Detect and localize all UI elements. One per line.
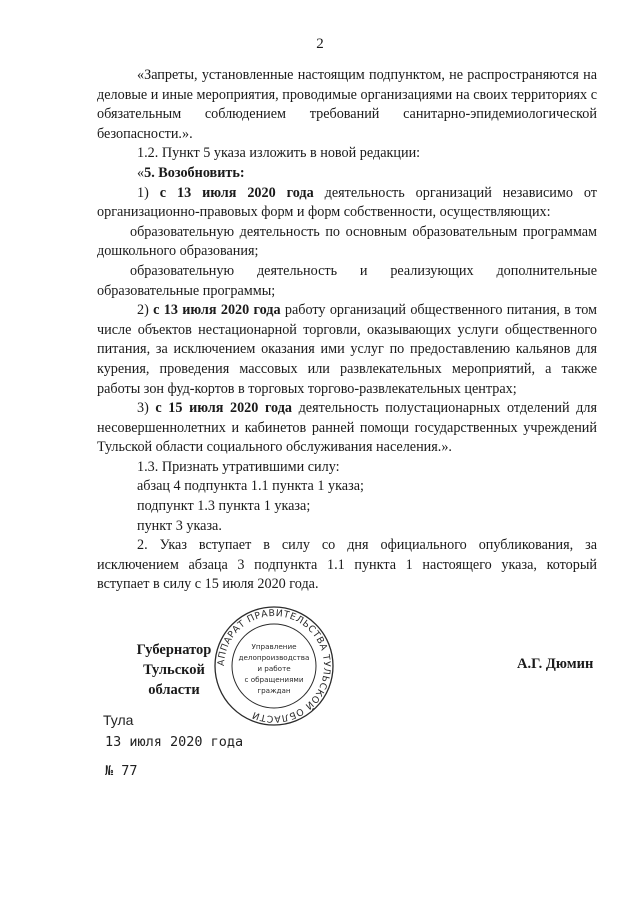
bold-text: с 15 июля 2020 года	[155, 400, 292, 417]
paragraph	[97, 223, 597, 262]
bold-text: с 13 июля 2020 года	[153, 302, 281, 319]
paragraph-text: «	[137, 164, 145, 181]
paragraph-text: деятельность полустационарных отделений для несовершеннолетних и кабинетов ранней помощи государственных учреждений Тульской области социального обслуживания населения.».	[97, 400, 597, 456]
paragraph	[97, 66, 597, 144]
paragraph-text: образовательную деятельность и реализующих дополнительные образовательные программы;	[97, 262, 597, 299]
paragraph-text: «Запреты, установленные настоящим подпунктом, не распространяются на деловые и иные мероприятия, проводимые организациями на своих территориях с обязательным соблюдением требований санитарно-эпидемиологической безопасности.».	[97, 67, 597, 142]
paragraph	[97, 144, 597, 164]
bold-text: 5. Возобновить:	[144, 164, 245, 181]
paragraph	[97, 517, 597, 537]
seal-line-3: и работе	[257, 664, 291, 673]
page-number: 2	[316, 36, 324, 52]
paragraph	[97, 399, 597, 458]
paragraph-text: пункт 3 указа.	[137, 517, 222, 534]
signatory-title	[122, 640, 226, 700]
paragraph-text: 1.2. Пункт 5 указа изложить в новой редакции:	[137, 145, 421, 162]
paragraph-text: деятельность организаций независимо от организационно-правовых форм и форм собственности, осуществляющих:	[97, 184, 597, 221]
paragraph-text: 1)	[137, 184, 160, 201]
decree-body	[97, 66, 597, 595]
signatory-name: А.Г. Дюмин	[517, 656, 594, 672]
paragraph	[97, 458, 597, 478]
paragraph-text: 1.3. Признать утратившими силу:	[137, 458, 340, 475]
paragraph	[97, 262, 597, 301]
bold-text: с 13 июля 2020 года	[159, 184, 314, 201]
paragraph-text: 2)	[137, 302, 154, 319]
paragraph-text: подпункт 1.3 пункта 1 указа;	[137, 498, 311, 515]
paragraph-text: образовательную деятельность по основным образовательным программам дошкольного образования;	[97, 223, 597, 260]
paragraph-text: 3)	[137, 400, 156, 417]
seal-line-5: граждан	[257, 686, 291, 695]
paragraph	[97, 477, 597, 497]
seal-line-2: делопроизводства	[238, 653, 310, 662]
paragraph	[97, 497, 597, 517]
paragraph-text: 2. Указ вступает в силу со дня официального опубликования, за исключением абзаца 3 подпункта 1.1 пункта 1 настоящего указа, который вступает в силу с 15 июля 2020 года.	[97, 537, 597, 593]
seal-line-4: с обращениями	[244, 675, 304, 684]
signatory-title-line2: Тульской области	[143, 662, 205, 698]
paragraph	[97, 536, 597, 595]
paragraph	[97, 184, 597, 223]
paragraph-text: работу организаций общественного питания, в том числе объектов нестационарной торговли, оказывающих услуги общественного питания, за исключением оказания ими услуг по предоставлению кальянов для курения, проведения массовых или развлекательных мероприятий, а также работы зон фуд-кортов в торговых торгово-развлекательных центрах;	[97, 302, 598, 397]
paragraph-text: абзац 4 подпункта 1.1 пункта 1 указа;	[137, 478, 364, 495]
issue-date: 13 июля 2020 года	[105, 734, 244, 750]
seal-line-1: Управление	[251, 642, 297, 651]
paragraph	[97, 164, 597, 184]
official-seal	[212, 604, 336, 728]
seal-outer-text: АППАРАТ ПРАВИТЕЛЬСТВА ТУЛЬСКОЙ ОБЛАСТИ	[215, 607, 333, 725]
signatory-title-line1: Губернатор	[136, 642, 212, 658]
paragraph	[97, 301, 597, 399]
decree-number: № 77	[105, 763, 138, 779]
issue-city: Тула	[103, 712, 134, 728]
